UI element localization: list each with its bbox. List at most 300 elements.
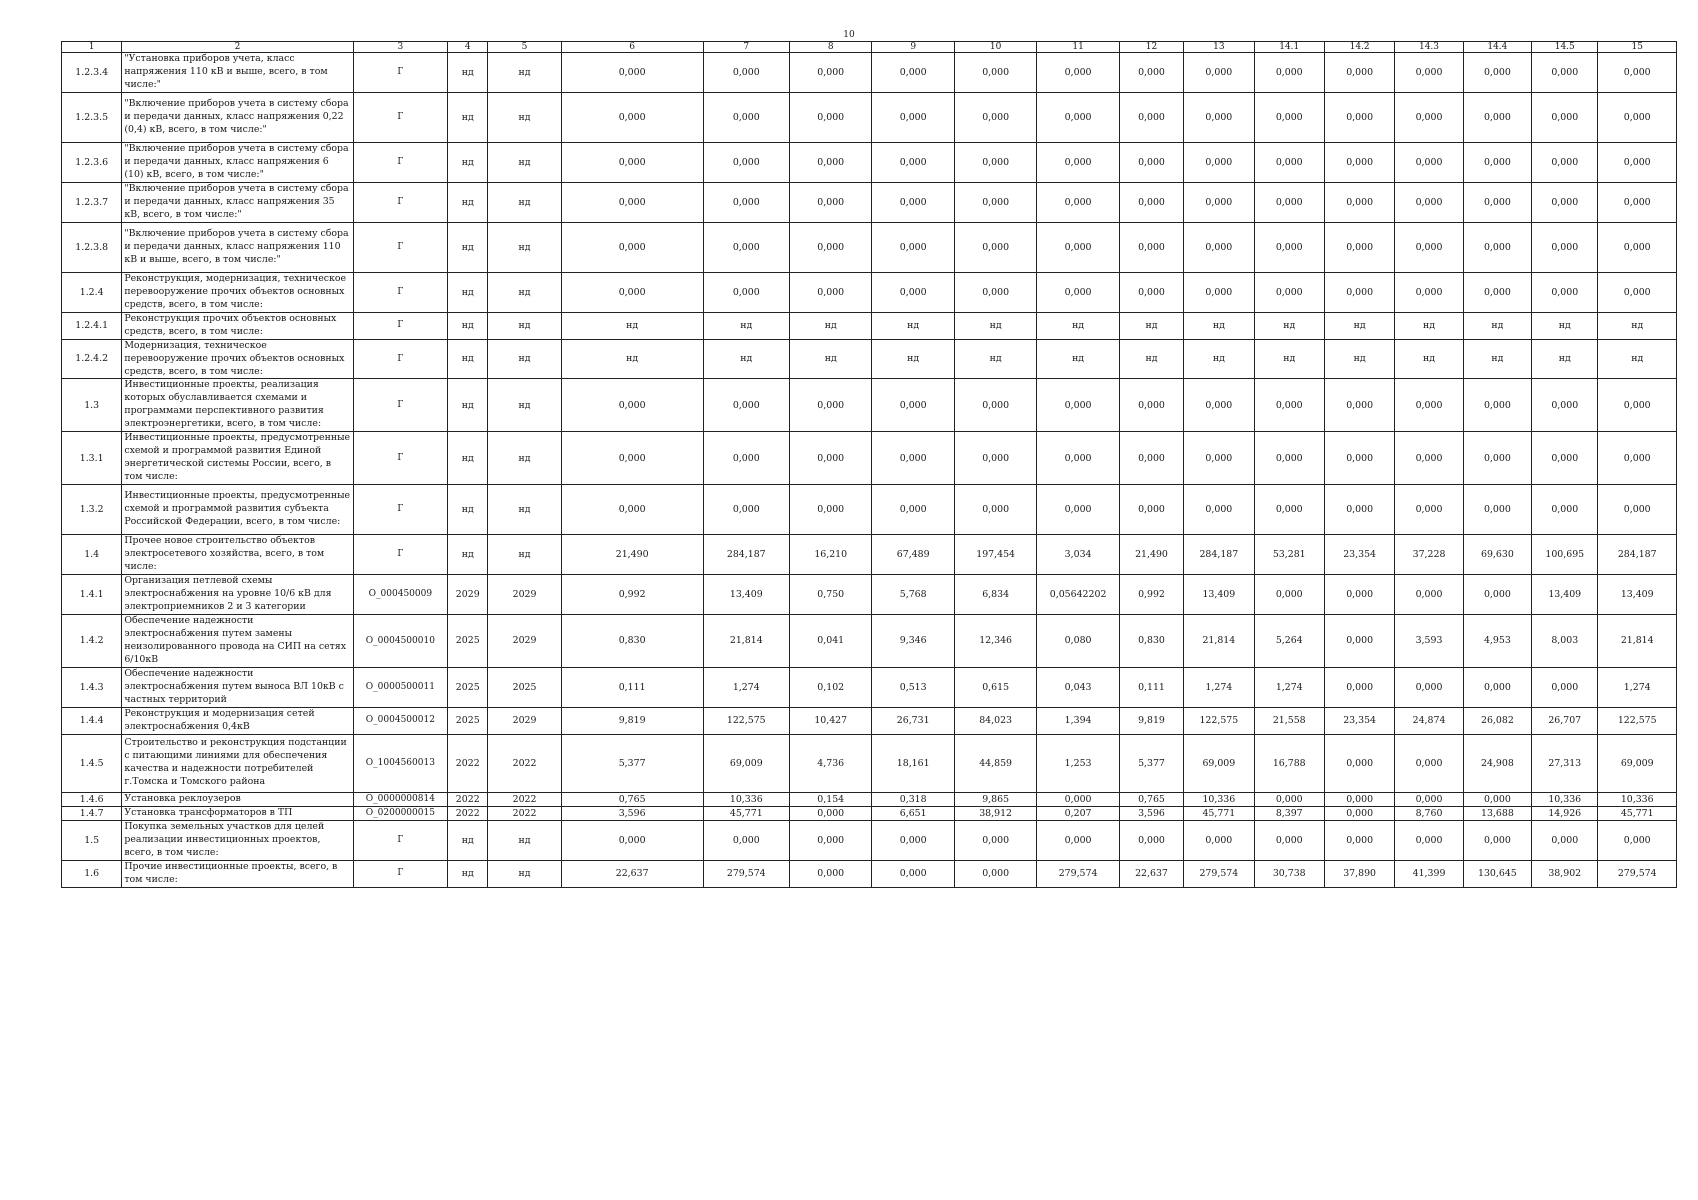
item-name-cell: "Установка приборов учета, класс напряжения 110 кВ и выше, всего, в том числе:" bbox=[122, 53, 353, 93]
column-number-cell: 14.4 bbox=[1463, 42, 1531, 53]
year-cell: 2029 bbox=[488, 615, 561, 668]
value-cell: 0,000 bbox=[1037, 182, 1119, 222]
value-cell: 0,000 bbox=[790, 53, 872, 93]
column-number-cell: 14.3 bbox=[1395, 42, 1463, 53]
value-cell: нд bbox=[703, 339, 789, 379]
value-cell: 0,000 bbox=[703, 272, 789, 312]
value-cell: 1,274 bbox=[1184, 667, 1254, 707]
column-number-cell: 6 bbox=[561, 42, 703, 53]
item-code-cell: О_0200000015 bbox=[353, 806, 448, 820]
value-cell: 0,000 bbox=[1119, 379, 1183, 432]
value-cell: 0,000 bbox=[1324, 53, 1394, 93]
value-cell: 0,000 bbox=[872, 92, 954, 142]
value-cell: 45,771 bbox=[1184, 806, 1254, 820]
value-cell: 0,000 bbox=[1463, 432, 1531, 485]
value-cell: нд bbox=[954, 312, 1036, 339]
value-cell: 1,394 bbox=[1037, 707, 1119, 734]
value-cell: 0,000 bbox=[1037, 53, 1119, 93]
item-name-cell: Строительство и реконструкция подстанции с питающими линиями для обеспечения качества и надежности потребителей г.Томска и Томского района bbox=[122, 734, 353, 792]
item-name-cell: "Включение приборов учета в систему сбора и передачи данных, класс напряжения 0,22 (0,4) кВ, всего, в том числе:" bbox=[122, 92, 353, 142]
value-cell: 0,000 bbox=[872, 182, 954, 222]
value-cell: нд bbox=[790, 312, 872, 339]
value-cell: 0,000 bbox=[1184, 485, 1254, 535]
value-cell: 0,000 bbox=[954, 53, 1036, 93]
year-cell: нд bbox=[488, 312, 561, 339]
value-cell: 0,080 bbox=[1037, 615, 1119, 668]
value-cell: 197,454 bbox=[954, 535, 1036, 575]
value-cell: 5,377 bbox=[561, 734, 703, 792]
value-cell: 0,000 bbox=[790, 432, 872, 485]
value-cell: 0,000 bbox=[1184, 272, 1254, 312]
value-cell: 0,000 bbox=[561, 820, 703, 860]
value-cell: 0,000 bbox=[1119, 142, 1183, 182]
year-cell: нд bbox=[448, 432, 488, 485]
value-cell: 0,000 bbox=[1184, 142, 1254, 182]
value-cell: 0,000 bbox=[1184, 92, 1254, 142]
value-cell: 16,210 bbox=[790, 535, 872, 575]
value-cell: 0,000 bbox=[1119, 222, 1183, 272]
value-cell: нд bbox=[1463, 312, 1531, 339]
table-row bbox=[62, 485, 1677, 535]
value-cell: нд bbox=[1254, 312, 1324, 339]
value-cell: 23,354 bbox=[1324, 707, 1394, 734]
year-cell: нд bbox=[448, 312, 488, 339]
value-cell: 0,000 bbox=[1598, 820, 1677, 860]
value-cell: 3,593 bbox=[1395, 615, 1463, 668]
value-cell: 0,000 bbox=[1037, 379, 1119, 432]
year-cell: нд bbox=[448, 860, 488, 887]
value-cell: 8,760 bbox=[1395, 806, 1463, 820]
value-cell: 0,043 bbox=[1037, 667, 1119, 707]
value-cell: 0,000 bbox=[1324, 820, 1394, 860]
value-cell: 0,000 bbox=[561, 182, 703, 222]
value-cell: 0,000 bbox=[1184, 182, 1254, 222]
table-row bbox=[62, 734, 1677, 792]
value-cell: 0,000 bbox=[1119, 92, 1183, 142]
value-cell: 45,771 bbox=[1598, 806, 1677, 820]
value-cell: 13,409 bbox=[1184, 575, 1254, 615]
value-cell: 0,000 bbox=[1119, 432, 1183, 485]
value-cell: 0,000 bbox=[954, 142, 1036, 182]
item-id-cell: 1.3.2 bbox=[62, 485, 122, 535]
value-cell: 0,000 bbox=[954, 272, 1036, 312]
value-cell: 0,000 bbox=[1395, 182, 1463, 222]
year-cell: нд bbox=[448, 182, 488, 222]
value-cell: 0,000 bbox=[1254, 182, 1324, 222]
item-id-cell: 1.2.3.8 bbox=[62, 222, 122, 272]
value-cell: нд bbox=[1324, 339, 1394, 379]
item-id-cell: 1.6 bbox=[62, 860, 122, 887]
year-cell: нд bbox=[488, 272, 561, 312]
item-name-cell: "Включение приборов учета в систему сбора и передачи данных, класс напряжения 35 кВ, всего, в том числе:" bbox=[122, 182, 353, 222]
value-cell: 0,000 bbox=[1395, 222, 1463, 272]
value-cell: 13,409 bbox=[1598, 575, 1677, 615]
value-cell: 13,409 bbox=[703, 575, 789, 615]
value-cell: 0,000 bbox=[1254, 379, 1324, 432]
value-cell: 26,731 bbox=[872, 707, 954, 734]
value-cell: нд bbox=[1037, 312, 1119, 339]
table-row bbox=[62, 222, 1677, 272]
value-cell: 0,000 bbox=[1463, 667, 1531, 707]
value-cell: 0,000 bbox=[1532, 182, 1598, 222]
column-number-cell: 14.5 bbox=[1532, 42, 1598, 53]
value-cell: 12,346 bbox=[954, 615, 1036, 668]
value-cell: 279,574 bbox=[703, 860, 789, 887]
value-cell: 0,000 bbox=[1463, 792, 1531, 806]
value-cell: 0,000 bbox=[1532, 485, 1598, 535]
value-cell: 0,000 bbox=[1254, 272, 1324, 312]
value-cell: 0,000 bbox=[954, 432, 1036, 485]
value-cell: 0,000 bbox=[1324, 379, 1394, 432]
item-code-cell: О_0004500010 bbox=[353, 615, 448, 668]
item-id-cell: 1.4.2 bbox=[62, 615, 122, 668]
item-id-cell: 1.2.3.7 bbox=[62, 182, 122, 222]
value-cell: 0,000 bbox=[561, 272, 703, 312]
value-cell: нд bbox=[1532, 312, 1598, 339]
value-cell: нд bbox=[1395, 312, 1463, 339]
item-id-cell: 1.4.1 bbox=[62, 575, 122, 615]
value-cell: 0,000 bbox=[872, 820, 954, 860]
value-cell: 10,336 bbox=[1598, 792, 1677, 806]
year-cell: нд bbox=[488, 182, 561, 222]
item-code-cell: О_0000500011 bbox=[353, 667, 448, 707]
value-cell: 0,000 bbox=[1395, 379, 1463, 432]
value-cell: 0,000 bbox=[954, 379, 1036, 432]
year-cell: нд bbox=[448, 485, 488, 535]
value-cell: 0,000 bbox=[1463, 485, 1531, 535]
item-code-cell: Г bbox=[353, 222, 448, 272]
value-cell: 4,736 bbox=[790, 734, 872, 792]
value-cell: 0,000 bbox=[703, 379, 789, 432]
item-code-cell: Г bbox=[353, 432, 448, 485]
value-cell: 0,000 bbox=[1254, 820, 1324, 860]
item-code-cell: О_000450009 bbox=[353, 575, 448, 615]
value-cell: 0,000 bbox=[1254, 432, 1324, 485]
value-cell: нд bbox=[872, 312, 954, 339]
value-cell: 14,926 bbox=[1532, 806, 1598, 820]
year-cell: нд bbox=[488, 53, 561, 93]
value-cell: 0,000 bbox=[954, 92, 1036, 142]
value-cell: 0,000 bbox=[954, 860, 1036, 887]
value-cell: 0,000 bbox=[703, 53, 789, 93]
value-cell: 0,000 bbox=[1119, 272, 1183, 312]
value-cell: 0,05642202 bbox=[1037, 575, 1119, 615]
value-cell: 0,000 bbox=[1463, 142, 1531, 182]
value-cell: 0,000 bbox=[1598, 379, 1677, 432]
item-name-cell: Прочее новое строительство объектов электросетевого хозяйства, всего, в том числе: bbox=[122, 535, 353, 575]
item-id-cell: 1.4.5 bbox=[62, 734, 122, 792]
value-cell: 30,738 bbox=[1254, 860, 1324, 887]
value-cell: 0,000 bbox=[790, 820, 872, 860]
column-number-row bbox=[62, 42, 1677, 53]
value-cell: 0,000 bbox=[872, 272, 954, 312]
value-cell: нд bbox=[1324, 312, 1394, 339]
year-cell: нд bbox=[448, 92, 488, 142]
value-cell: 0,000 bbox=[1119, 53, 1183, 93]
value-cell: 0,000 bbox=[1598, 53, 1677, 93]
value-cell: 0,000 bbox=[1532, 92, 1598, 142]
value-cell: 0,000 bbox=[1037, 820, 1119, 860]
value-cell: 0,000 bbox=[1532, 379, 1598, 432]
item-id-cell: 1.2.4.1 bbox=[62, 312, 122, 339]
value-cell: 0,000 bbox=[1463, 575, 1531, 615]
value-cell: 0,000 bbox=[1254, 53, 1324, 93]
value-cell: 5,768 bbox=[872, 575, 954, 615]
value-cell: 0,000 bbox=[1324, 272, 1394, 312]
value-cell: 23,354 bbox=[1324, 535, 1394, 575]
value-cell: 0,000 bbox=[1532, 272, 1598, 312]
value-cell: 0,000 bbox=[954, 222, 1036, 272]
value-cell: 6,651 bbox=[872, 806, 954, 820]
item-id-cell: 1.3.1 bbox=[62, 432, 122, 485]
value-cell: 13,409 bbox=[1532, 575, 1598, 615]
value-cell: 0,992 bbox=[561, 575, 703, 615]
year-cell: 2029 bbox=[448, 575, 488, 615]
value-cell: 8,003 bbox=[1532, 615, 1598, 668]
item-code-cell: Г bbox=[353, 485, 448, 535]
value-cell: 0,000 bbox=[790, 182, 872, 222]
item-code-cell: Г bbox=[353, 92, 448, 142]
value-cell: нд bbox=[1184, 339, 1254, 379]
column-number-cell: 14.2 bbox=[1324, 42, 1394, 53]
item-id-cell: 1.4.4 bbox=[62, 707, 122, 734]
item-code-cell: Г bbox=[353, 379, 448, 432]
value-cell: 0,000 bbox=[872, 222, 954, 272]
value-cell: 6,834 bbox=[954, 575, 1036, 615]
value-cell: 0,513 bbox=[872, 667, 954, 707]
year-cell: нд bbox=[488, 535, 561, 575]
item-name-cell: Прочие инвестиционные проекты, всего, в том числе: bbox=[122, 860, 353, 887]
value-cell: 0,000 bbox=[872, 860, 954, 887]
value-cell: 0,000 bbox=[1184, 222, 1254, 272]
value-cell: 0,318 bbox=[872, 792, 954, 806]
value-cell: 9,819 bbox=[1119, 707, 1183, 734]
year-cell: нд bbox=[488, 379, 561, 432]
value-cell: 21,814 bbox=[1184, 615, 1254, 668]
value-cell: 0,000 bbox=[703, 432, 789, 485]
value-cell: 0,000 bbox=[1184, 432, 1254, 485]
table-row bbox=[62, 792, 1677, 806]
value-cell: 0,000 bbox=[1324, 792, 1394, 806]
item-name-cell: Установка трансформаторов в ТП bbox=[122, 806, 353, 820]
value-cell: 0,000 bbox=[1395, 575, 1463, 615]
value-cell: 10,336 bbox=[1532, 792, 1598, 806]
value-cell: 0,000 bbox=[1254, 792, 1324, 806]
value-cell: 69,009 bbox=[1184, 734, 1254, 792]
value-cell: 0,000 bbox=[1532, 142, 1598, 182]
item-name-cell: Реконструкция прочих объектов основных средств, всего, в том числе: bbox=[122, 312, 353, 339]
value-cell: 0,000 bbox=[1324, 615, 1394, 668]
value-cell: 0,000 bbox=[1532, 222, 1598, 272]
item-id-cell: 1.2.3.6 bbox=[62, 142, 122, 182]
year-cell: нд bbox=[488, 222, 561, 272]
value-cell: 0,000 bbox=[1324, 142, 1394, 182]
value-cell: 53,281 bbox=[1254, 535, 1324, 575]
table-row bbox=[62, 142, 1677, 182]
value-cell: 0,000 bbox=[1254, 142, 1324, 182]
value-cell: 0,000 bbox=[790, 92, 872, 142]
value-cell: 0,000 bbox=[1324, 182, 1394, 222]
value-cell: 0,000 bbox=[1395, 272, 1463, 312]
year-cell: нд bbox=[488, 339, 561, 379]
item-id-cell: 1.2.3.5 bbox=[62, 92, 122, 142]
year-cell: нд bbox=[448, 53, 488, 93]
value-cell: 37,890 bbox=[1324, 860, 1394, 887]
value-cell: 0,000 bbox=[1598, 92, 1677, 142]
value-cell: нд bbox=[1463, 339, 1531, 379]
year-cell: нд bbox=[488, 485, 561, 535]
value-cell: 45,771 bbox=[703, 806, 789, 820]
value-cell: 0,000 bbox=[1395, 53, 1463, 93]
item-code-cell: Г bbox=[353, 339, 448, 379]
value-cell: 0,830 bbox=[561, 615, 703, 668]
value-cell: 0,000 bbox=[561, 432, 703, 485]
column-number-cell: 11 bbox=[1037, 42, 1119, 53]
value-cell: 0,000 bbox=[703, 182, 789, 222]
value-cell: 0,000 bbox=[1532, 667, 1598, 707]
column-number-cell: 14.1 bbox=[1254, 42, 1324, 53]
year-cell: 2022 bbox=[448, 806, 488, 820]
value-cell: 9,865 bbox=[954, 792, 1036, 806]
value-cell: 284,187 bbox=[703, 535, 789, 575]
value-cell: 67,489 bbox=[872, 535, 954, 575]
value-cell: 3,596 bbox=[561, 806, 703, 820]
table-row bbox=[62, 53, 1677, 93]
table-row bbox=[62, 615, 1677, 668]
value-cell: 0,000 bbox=[1324, 432, 1394, 485]
value-cell: 0,000 bbox=[1037, 222, 1119, 272]
item-name-cell: Инвестиционные проекты, реализация которых обуславливается схемами и программами перспективного развития электроэнергетики, всего, в том числе: bbox=[122, 379, 353, 432]
value-cell: 22,637 bbox=[561, 860, 703, 887]
value-cell: 0,000 bbox=[1119, 182, 1183, 222]
value-cell: 0,111 bbox=[561, 667, 703, 707]
column-number-cell: 1 bbox=[62, 42, 122, 53]
value-cell: нд bbox=[1532, 339, 1598, 379]
value-cell: 0,207 bbox=[1037, 806, 1119, 820]
item-id-cell: 1.2.4 bbox=[62, 272, 122, 312]
value-cell: 0,000 bbox=[1254, 92, 1324, 142]
value-cell: 0,000 bbox=[561, 379, 703, 432]
year-cell: нд bbox=[488, 92, 561, 142]
value-cell: 10,336 bbox=[703, 792, 789, 806]
value-cell: 0,000 bbox=[561, 142, 703, 182]
value-cell: 26,082 bbox=[1463, 707, 1531, 734]
value-cell: нд bbox=[703, 312, 789, 339]
value-cell: 122,575 bbox=[1184, 707, 1254, 734]
item-id-cell: 1.2.4.2 bbox=[62, 339, 122, 379]
value-cell: нд bbox=[1119, 339, 1183, 379]
year-cell: 2022 bbox=[488, 734, 561, 792]
item-name-cell: Организация петлевой схемы электроснабжения на уровне 10/6 кВ для электроприемников 2 и 3 категории bbox=[122, 575, 353, 615]
value-cell: 0,000 bbox=[1598, 272, 1677, 312]
item-code-cell: Г bbox=[353, 535, 448, 575]
column-number-cell: 4 bbox=[448, 42, 488, 53]
value-cell: 0,615 bbox=[954, 667, 1036, 707]
value-cell: нд bbox=[1395, 339, 1463, 379]
column-number-cell: 7 bbox=[703, 42, 789, 53]
value-cell: 0,000 bbox=[1324, 92, 1394, 142]
value-cell: 1,274 bbox=[1598, 667, 1677, 707]
value-cell: 0,102 bbox=[790, 667, 872, 707]
year-cell: 2025 bbox=[448, 667, 488, 707]
item-name-cell: Обеспечение надежности электроснабжения путем замены неизолированного провода на СИП на сетях 6/10кВ bbox=[122, 615, 353, 668]
item-code-cell: Г bbox=[353, 820, 448, 860]
value-cell: 21,814 bbox=[703, 615, 789, 668]
value-cell: нд bbox=[1119, 312, 1183, 339]
value-cell: нд bbox=[561, 339, 703, 379]
value-cell: 0,000 bbox=[1037, 792, 1119, 806]
value-cell: 4,953 bbox=[1463, 615, 1531, 668]
value-cell: 0,000 bbox=[561, 53, 703, 93]
table-row bbox=[62, 432, 1677, 485]
value-cell: 0,000 bbox=[703, 222, 789, 272]
value-cell: нд bbox=[872, 339, 954, 379]
value-cell: 0,000 bbox=[1598, 222, 1677, 272]
year-cell: 2029 bbox=[488, 707, 561, 734]
value-cell: 0,000 bbox=[1598, 432, 1677, 485]
value-cell: 122,575 bbox=[703, 707, 789, 734]
value-cell: 21,814 bbox=[1598, 615, 1677, 668]
value-cell: 21,558 bbox=[1254, 707, 1324, 734]
item-name-cell: Реконструкция и модернизация сетей электроснабжения 0,4кВ bbox=[122, 707, 353, 734]
value-cell: 0,000 bbox=[1532, 53, 1598, 93]
item-code-cell: О_1004560013 bbox=[353, 734, 448, 792]
investment-program-table bbox=[61, 41, 1677, 888]
year-cell: нд bbox=[448, 142, 488, 182]
value-cell: 0,000 bbox=[703, 92, 789, 142]
value-cell: 0,000 bbox=[1463, 272, 1531, 312]
value-cell: 122,575 bbox=[1598, 707, 1677, 734]
value-cell: 0,000 bbox=[1395, 485, 1463, 535]
value-cell: 0,000 bbox=[1037, 272, 1119, 312]
value-cell: 1,274 bbox=[1254, 667, 1324, 707]
value-cell: 0,000 bbox=[1254, 222, 1324, 272]
value-cell: 279,574 bbox=[1184, 860, 1254, 887]
value-cell: 0,000 bbox=[1395, 792, 1463, 806]
value-cell: 27,313 bbox=[1532, 734, 1598, 792]
value-cell: 0,000 bbox=[1119, 485, 1183, 535]
value-cell: 0,765 bbox=[1119, 792, 1183, 806]
table-row bbox=[62, 379, 1677, 432]
value-cell: 0,000 bbox=[1463, 53, 1531, 93]
value-cell: 0,000 bbox=[1324, 575, 1394, 615]
column-number-cell: 9 bbox=[872, 42, 954, 53]
value-cell: 284,187 bbox=[1598, 535, 1677, 575]
year-cell: нд bbox=[488, 860, 561, 887]
value-cell: 0,000 bbox=[1324, 806, 1394, 820]
value-cell: 0,000 bbox=[1463, 222, 1531, 272]
page-number: 10 bbox=[843, 30, 855, 40]
value-cell: 0,000 bbox=[1324, 734, 1394, 792]
value-cell: 279,574 bbox=[1037, 860, 1119, 887]
item-code-cell: О_0000000814 bbox=[353, 792, 448, 806]
value-cell: 279,574 bbox=[1598, 860, 1677, 887]
value-cell: 0,000 bbox=[1119, 820, 1183, 860]
column-number-cell: 2 bbox=[122, 42, 353, 53]
value-cell: 5,264 bbox=[1254, 615, 1324, 668]
value-cell: 69,009 bbox=[703, 734, 789, 792]
value-cell: 0,000 bbox=[954, 182, 1036, 222]
year-cell: 2022 bbox=[448, 792, 488, 806]
year-cell: нд bbox=[488, 432, 561, 485]
table-row bbox=[62, 339, 1677, 379]
table-row bbox=[62, 312, 1677, 339]
year-cell: нд bbox=[448, 339, 488, 379]
item-code-cell: Г bbox=[353, 142, 448, 182]
item-name-cell: "Включение приборов учета в систему сбора и передачи данных, класс напряжения 110 кВ и выше, всего, в том числе:" bbox=[122, 222, 353, 272]
value-cell: 100,695 bbox=[1532, 535, 1598, 575]
year-cell: 2022 bbox=[488, 792, 561, 806]
